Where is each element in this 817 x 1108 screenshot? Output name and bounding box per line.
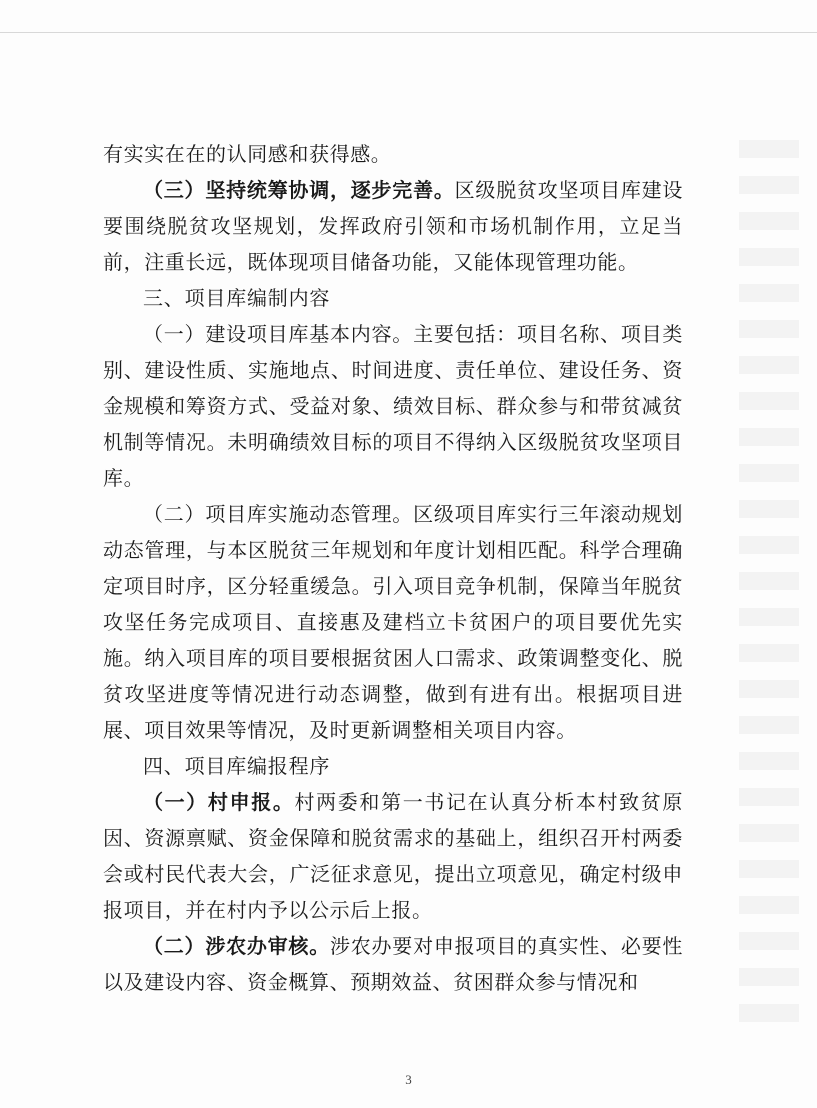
paragraph-text: 涉农办要对申报项目的真实性、必要性以及建设内容、资金概算、预期效益、贫困群众参与情况和: [103, 934, 683, 994]
paragraph-text: （二）项目库实施动态管理。区级项目库实行三年滚动规划动态管理，与本区脱贫三年规划和年度计划相匹配。科学合理确定项目时序，区分轻重缓急。引入项目竞争机制，保障当年脱贫攻坚任务完成项目、直接惠及建档立卡贫困户的项目要优先实施。纳入项目库的项目要根据贫困人口需求、政策调整变化、脱贫攻坚进度等情况进行动态调整，做到有进有出。根据项目进展、项目效果等情况，及时更新调整相关项目内容。: [103, 502, 683, 742]
paragraph-office-review: [103, 928, 683, 1000]
paragraph-text: （一）建设项目库基本内容。主要包括：项目名称、项目类别、建设性质、实施地点、时间进度、责任单位、建设任务、资金规模和筹资方式、受益对象、绩效目标、群众参与和带贫减贫机制等情况。未明确绩效目标的项目不得纳入区级脱贫攻坚项目库。: [103, 322, 683, 490]
paragraph-dynamic-management: [103, 496, 683, 748]
section-heading-3: 三、项目库编制内容: [143, 286, 331, 310]
paragraph-text: 村两委和第一书记在认真分析本村致贫原因、资源禀赋、资金保障和脱贫需求的基础上，组织召开村两委会或村民代表大会，广泛征求意见，提出立项意见，确定村级申报项目，并在村内予以公示后上报。: [103, 790, 683, 922]
paragraph-lead: （二）涉农办审核。: [143, 934, 330, 958]
document-body: [103, 136, 683, 1000]
paragraph-text: 区级脱贫攻坚项目库建设要围绕脱贫攻坚规划，发挥政府引领和市场机制作用，立足当前，注重长远，既体现项目储备功能，又能体现管理功能。: [103, 178, 683, 274]
section-heading-4: 四、项目库编报程序: [143, 754, 331, 778]
paragraph-lead: （三）坚持统筹协调，逐步完善。: [143, 178, 455, 202]
paragraph-text: 有实实在在的认同感和获得感。: [103, 142, 392, 166]
paragraph-basic-content: [103, 316, 683, 496]
paragraph-village-application: [103, 784, 683, 928]
paragraph-principle-3: [103, 172, 683, 280]
scan-edge-line: [0, 32, 817, 33]
page-number: 3: [405, 1072, 412, 1087]
show-through-text: [739, 140, 799, 1040]
paragraph-continuation: [103, 136, 683, 172]
paragraph-lead: （一）村申报。: [143, 790, 295, 814]
